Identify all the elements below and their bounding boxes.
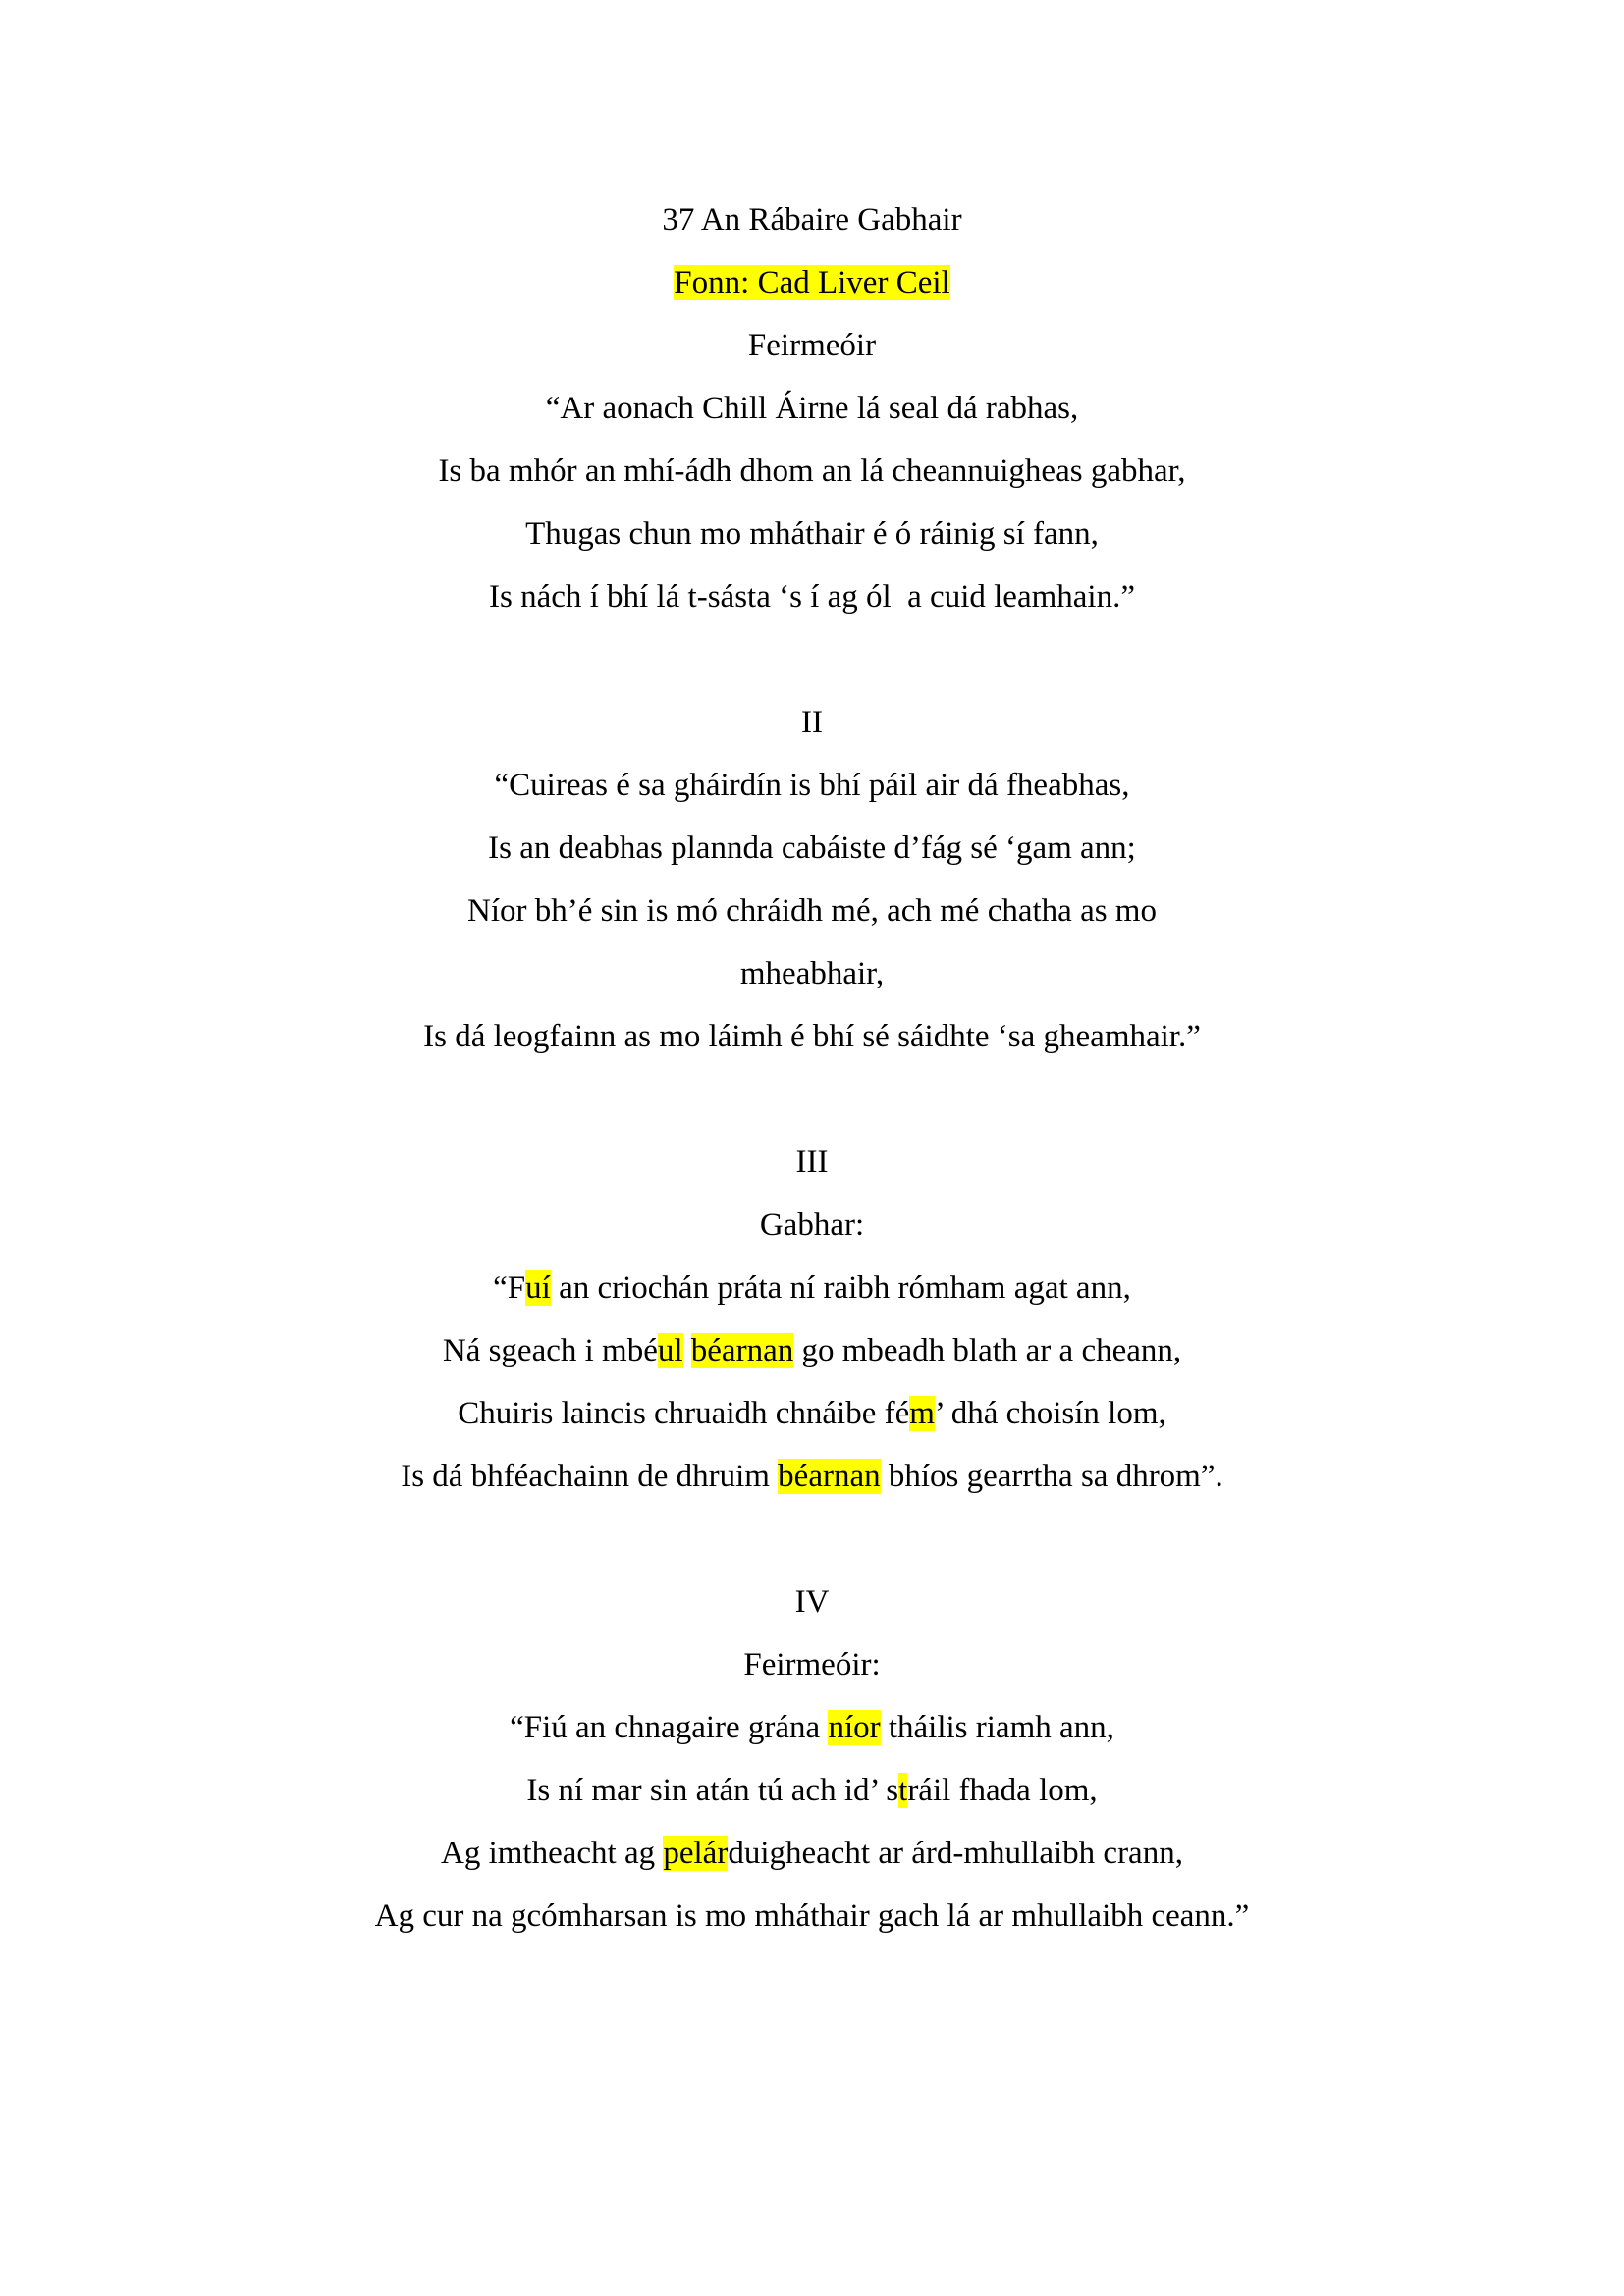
highlighted-text: t <box>898 1773 908 1808</box>
verse-4-line-2 <box>0 1759 1624 1822</box>
verse-3-line-1 <box>0 1256 1624 1319</box>
text-segment: tháilis riamh ann, <box>880 1710 1114 1745</box>
tune-line <box>0 251 1624 314</box>
stanza-gap <box>0 1508 1624 1571</box>
text-segment: “F <box>493 1270 526 1306</box>
text-segment: Chuiris laincis chruaidh chnáibe fé <box>458 1396 910 1431</box>
verse-1-line-4: Is nách í bhí lá t-sásta ‘s í ag ól a cuid leamhain.” <box>489 579 1135 614</box>
highlighted-text: uí <box>525 1270 551 1306</box>
highlighted-text: ul <box>657 1333 683 1368</box>
verse-3-line-4 <box>0 1445 1624 1508</box>
verse-3-speaker: Gabhar: <box>759 1207 865 1243</box>
verse-1-line-1: “Ar aonach Chill Áirne lá seal dá rabhas, <box>545 391 1079 426</box>
text-segment: Ag imtheacht ag <box>441 1836 664 1871</box>
verse-1-speaker: Feirmeóir <box>747 328 877 363</box>
text-segment: duigheacht ar árd-mhullaibh crann, <box>728 1836 1183 1871</box>
verse-3-line-3 <box>0 1382 1624 1445</box>
text-segment <box>683 1333 691 1368</box>
poem-title: 37 An Rábaire Gabhair <box>662 202 962 238</box>
text-segment: bhíos gearrtha sa dhrom”. <box>880 1459 1223 1494</box>
verse-4-numeral: IV <box>794 1584 830 1620</box>
verse-3-numeral: III <box>795 1145 829 1180</box>
highlighted-text: m <box>909 1396 935 1431</box>
text-segment: ’ dhá choisín lom, <box>934 1396 1166 1431</box>
text-segment: ráil fhada lom, <box>907 1773 1098 1808</box>
verse-4-line-3 <box>0 1822 1624 1885</box>
verse-1-line-2: Is ba mhór an mhí-ádh dhom an lá cheannuigheas gabhar, <box>438 454 1186 489</box>
poem <box>0 188 1624 1948</box>
verse-3-line-2 <box>0 1319 1624 1382</box>
text-segment: go mbeadh blath ar a cheann, <box>793 1333 1182 1368</box>
text-segment: “Fiú an chnagaire grána <box>510 1710 829 1745</box>
verse-2-line-3-continued: mheabhair, <box>739 956 885 991</box>
verse-2-line-1: “Cuireas é sa gháirdín is bhí páil air dá fheabhas, <box>494 768 1130 803</box>
stanza-gap <box>0 1068 1624 1131</box>
verse-4-speaker: Feirmeóir: <box>743 1647 881 1682</box>
verse-2-line-2: Is an deabhas plannda cabáiste d’fág sé ‘gam ann; <box>488 830 1136 866</box>
text-segment: Ná sgeach i mbé <box>442 1333 658 1368</box>
verse-2-numeral: II <box>801 705 823 740</box>
text-segment: Ag cur na gcómharsan is mo mháthair gach lá ar mhullaibh ceann.” <box>374 1898 1250 1934</box>
text-segment: Is ní mar sin atán tú ach id’ s <box>526 1773 899 1808</box>
tune-highlight: Fonn: Cad Liver Ceil <box>674 265 950 300</box>
highlighted-text: béarnan <box>778 1459 881 1494</box>
highlighted-text: béarnan <box>690 1333 794 1368</box>
stanza-gap <box>0 628 1624 691</box>
verse-1-line-3: Thugas chun mo mháthair é ó ráinig sí fann, <box>525 516 1099 552</box>
verse-2-line-3: Níor bh’é sin is mó chráidh mé, ach mé chatha as mo <box>467 893 1157 929</box>
verse-4-line-1 <box>0 1696 1624 1759</box>
verse-4-line-4 <box>0 1885 1624 1948</box>
verse-2-line-4: Is dá leogfainn as mo láimh é bhí sé sáidhte ‘sa gheamhair.” <box>423 1019 1201 1054</box>
text-segment: an criochán práta ní raibh rómham agat ann, <box>550 1270 1131 1306</box>
text-segment: Is dá bhféachainn de dhruim <box>401 1459 779 1494</box>
highlighted-text: níor <box>828 1710 881 1745</box>
highlighted-text: pelár <box>663 1836 729 1871</box>
